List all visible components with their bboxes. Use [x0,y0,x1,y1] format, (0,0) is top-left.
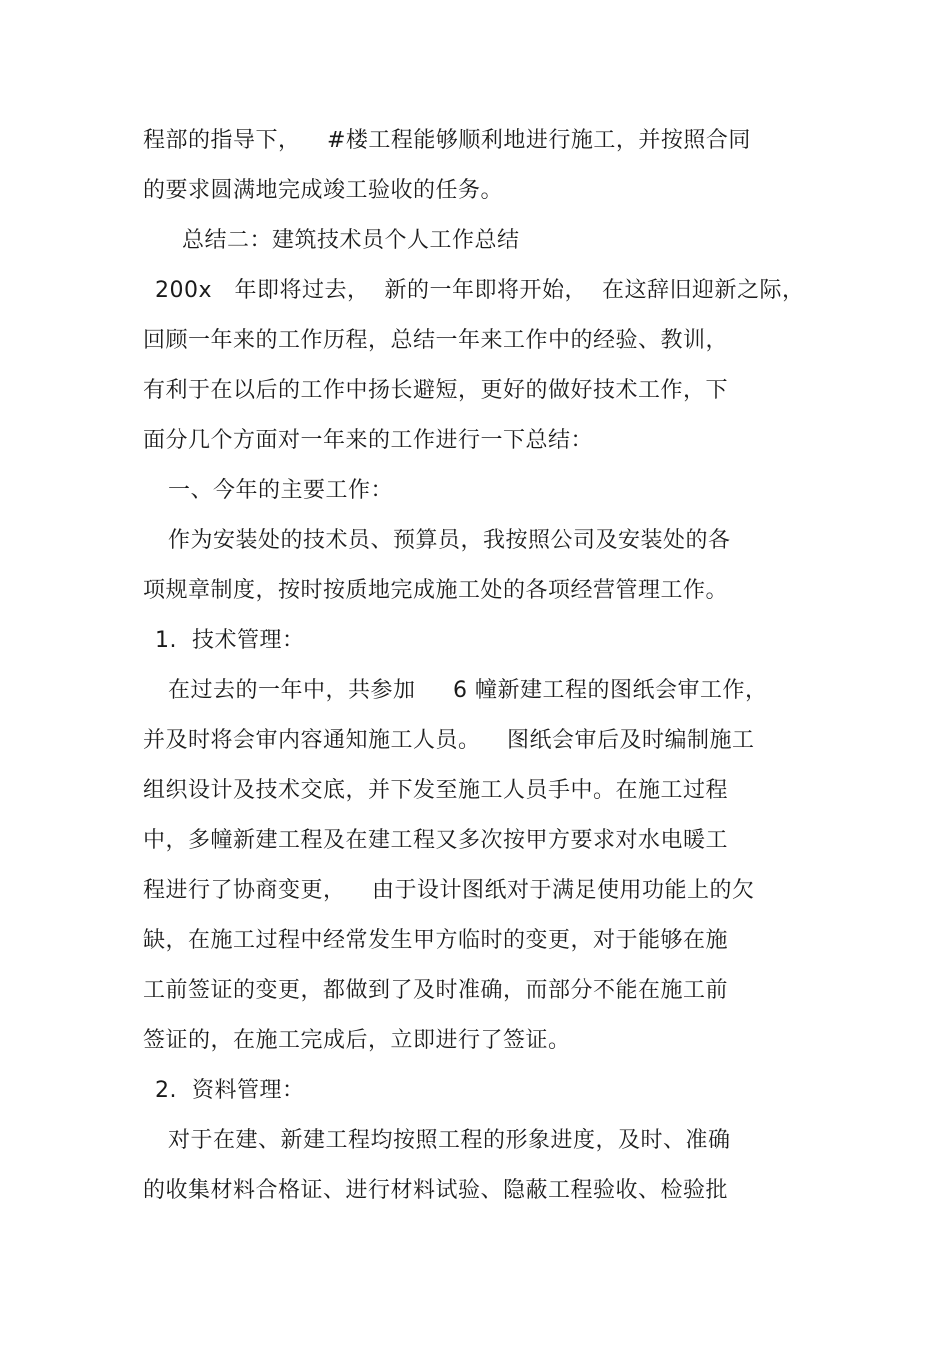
paragraph-line: 签证的，在施工完成后，立即进行了签证。 [143,1028,571,1053]
paragraph-line: 程进行了协商变更， 由于设计图纸对于满足使用功能上的欠 [143,878,755,903]
paragraph-line: 的要求圆满地完成竣工验收的任务。 [143,178,504,203]
paragraph-line: 项规章制度，按时按质地完成施工处的各项经营管理工作。 [143,578,729,603]
section-heading: 总结二：建筑技术员个人工作总结 [182,228,520,253]
paragraph-line: 回顾一年来的工作历程，总结一年来工作中的经验、教训， [143,328,729,353]
paragraph-line: 并及时将会审内容通知施工人员。 图纸会审后及时编制施工 [143,728,755,753]
paragraph-line: 在过去的一年中，共参加 6 幢新建工程的图纸会审工作， [168,678,768,703]
paragraph-line: 中，多幢新建工程及在建工程又多次按甲方要求对水电暖工 [143,828,729,853]
paragraph-line: 200x 年即将过去， 新的一年即将开始， 在这辞旧迎新之际， [155,278,805,303]
paragraph-line: 程部的指导下， #楼工程能够顺利地进行施工，并按照合同 [143,128,751,153]
paragraph-line: 组织设计及技术交底，并下发至施工人员手中。在施工过程 [143,778,729,803]
paragraph-line: 工前签证的变更，都做到了及时准确，而部分不能在施工前 [143,978,729,1003]
paragraph-line: 有利于在以后的工作中扬长避短，更好的做好技术工作，下 [143,378,729,403]
paragraph-line: 对于在建、新建工程均按照工程的形象进度，及时、准确 [168,1128,731,1153]
paragraph-line: 的收集材料合格证、进行材料试验、隐蔽工程验收、检验批 [143,1178,729,1203]
list-heading: 1. 技术管理： [155,628,305,653]
paragraph-line: 面分几个方面对一年来的工作进行一下总结： [143,428,594,453]
paragraph-line: 作为安装处的技术员、预算员，我按照公司及安装处的各 [168,528,731,553]
list-heading: 2. 资料管理： [155,1078,305,1103]
subsection-heading: 一、今年的主要工作： [168,478,394,503]
paragraph-line: 缺，在施工过程中经常发生甲方临时的变更，对于能够在施 [143,928,729,953]
